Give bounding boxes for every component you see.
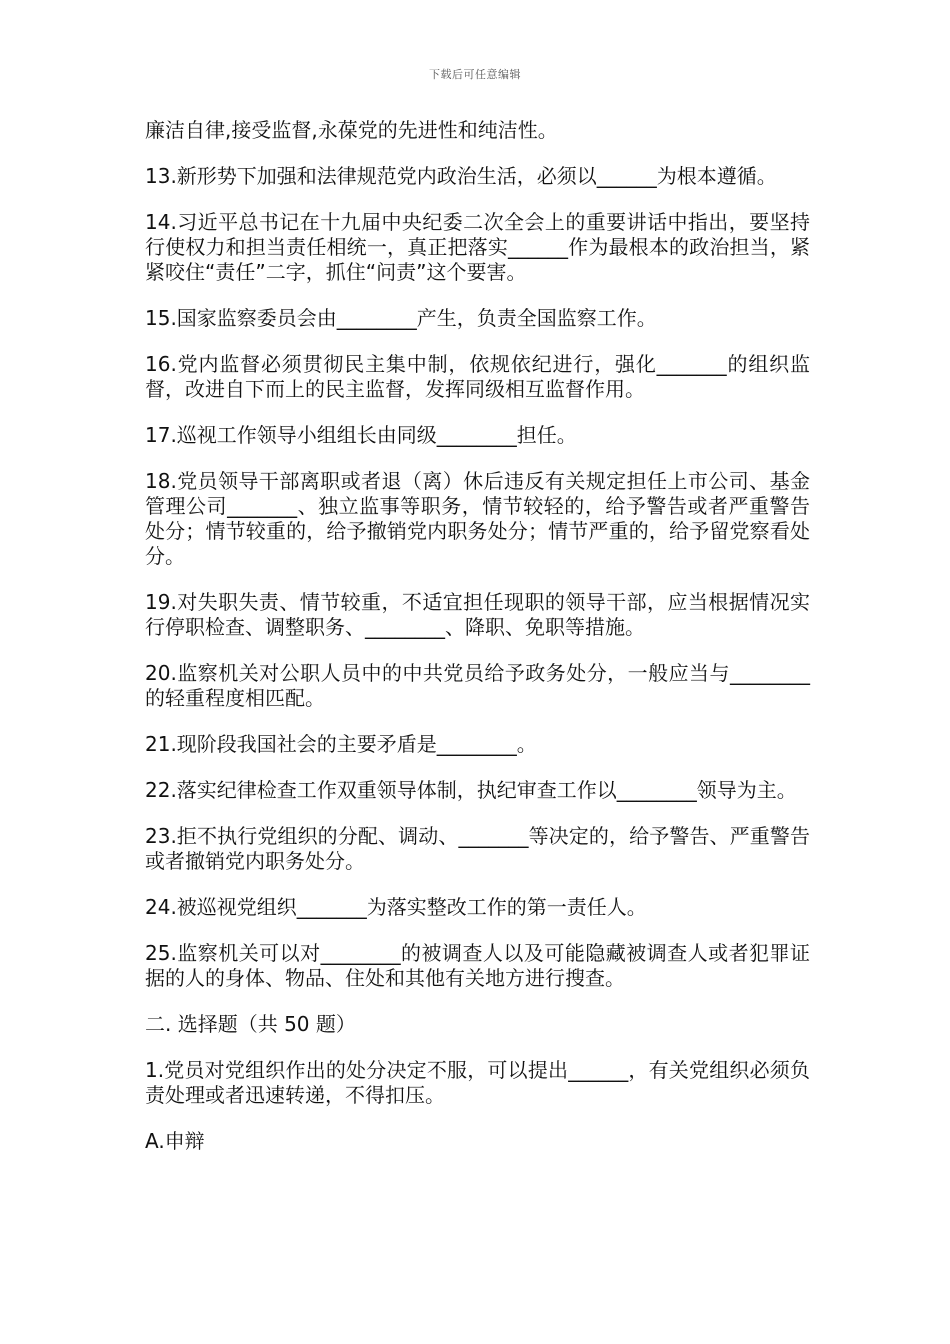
question-18: 18.党员领导干部离职或者退（离）休后违反有关规定担任上市公司、基金管理公司_______、独立监事等职务，情节较轻的，给予警告或者严重警告处分；情节较重的，给予撤销党内职务处分；情节严重的，给予留党察看处分。 [145, 469, 810, 568]
question-15: 15.国家监察委员会由________产生，负责全国监察工作。 [145, 306, 657, 330]
question-21: 21.现阶段我国社会的主要矛盾是________。 [145, 732, 537, 756]
choice-option-a: A.申辩 [145, 1129, 205, 1153]
question-23: 23.拒不执行党组织的分配、调动、_______等决定的，给予警告、严重警告或者撤销党内职务处分。 [145, 824, 810, 873]
question-17: 17.巡视工作领导小组组长由同级________担任。 [145, 423, 577, 447]
question-16: 16.党内监督必须贯彻民主集中制，依规依纪进行，强化_______的组织监督，改进自下而上的民主监督，发挥同级相互监督作用。 [145, 352, 810, 401]
question-24: 24.被巡视党组织_______为落实整改工作的第一责任人。 [145, 895, 647, 919]
question-13: 13.新形势下加强和法律规范党内政治生活，必须以______为根本遵循。 [145, 164, 777, 188]
question-25: 25.监察机关可以对________的被调查人以及可能隐藏被调查人或者犯罪证据的人的身体、物品、住处和其他有关地方进行搜查。 [145, 941, 810, 990]
question-19: 19.对失职失责、情节较重，不适宜担任现职的领导干部，应当根据情况实行停职检查、调整职务、________、降职、免职等措施。 [145, 590, 810, 639]
question-20: 20.监察机关对公职人员中的中共党员给予政务处分，一般应当与________的轻重程度相匹配。 [145, 661, 810, 710]
choice-question-1: 1.党员对党组织作出的处分决定不服，可以提出______，有关党组织必须负责处理或者迅速转递，不得扣压。 [145, 1058, 810, 1107]
question-14: 14.习近平总书记在十九届中央纪委二次全会上的重要讲话中指出，要坚持行使权力和担当责任相统一，真正把落实______作为最根本的政治担当，紧紧咬住“责任”二字，抓住“问责”这个要害。 [145, 210, 810, 284]
question-22: 22.落实纪律检查工作双重领导体制，执纪审查工作以________领导为主。 [145, 778, 797, 802]
page-header-note: 下载后可任意编辑 [429, 68, 521, 81]
paragraph-intro: 廉洁自律,接受监督,永葆党的先进性和纯洁性。 [145, 118, 558, 142]
document-body [145, 118, 810, 1154]
section-heading-choice: 二. 选择题（共 50 题） [145, 1012, 356, 1036]
